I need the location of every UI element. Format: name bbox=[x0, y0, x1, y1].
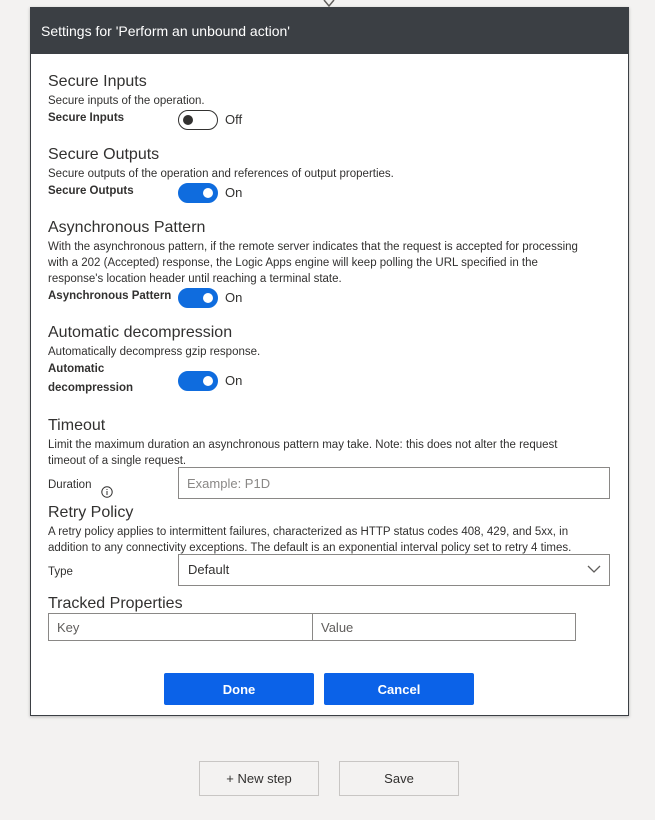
auto-decompression-title: Automatic decompression bbox=[48, 324, 233, 341]
tracked-key-input[interactable] bbox=[48, 613, 313, 641]
auto-decompression-label: Automatic decompression bbox=[48, 363, 133, 394]
info-icon[interactable] bbox=[101, 486, 113, 498]
auto-decompression-state: On bbox=[225, 373, 243, 388]
retry-policy-title: Retry Policy bbox=[48, 504, 134, 521]
toggle-knob bbox=[183, 115, 193, 125]
toggle-knob bbox=[203, 188, 213, 198]
panel-header: Settings for 'Perform an unbound action' bbox=[31, 8, 628, 54]
async-pattern-state: On bbox=[225, 290, 243, 305]
secure-outputs-toggle[interactable] bbox=[178, 183, 218, 203]
secure-inputs-toggle[interactable] bbox=[178, 110, 218, 130]
tracked-properties-title: Tracked Properties bbox=[48, 595, 183, 612]
secure-inputs-label: Secure Inputs bbox=[48, 112, 125, 124]
retry-type-label: Type bbox=[48, 566, 73, 578]
async-pattern-description: With the asynchronous pattern, if the remote server indicates that the request is accepted for processing with a 202 (Accepted) response, the Logic Apps engine will keep polling the URL specified in the response's location header until reaching a terminal state. bbox=[48, 241, 578, 285]
tracked-value-input[interactable] bbox=[312, 613, 576, 641]
retry-type-select[interactable] bbox=[178, 554, 610, 586]
toggle-knob bbox=[203, 376, 213, 386]
save-button[interactable]: Save bbox=[339, 761, 459, 796]
secure-outputs-state: On bbox=[225, 185, 243, 200]
cancel-button[interactable]: Cancel bbox=[324, 673, 474, 705]
duration-input[interactable] bbox=[178, 467, 610, 499]
secure-inputs-title: Secure Inputs bbox=[48, 73, 147, 90]
timeout-description: Limit the maximum duration an asynchronous pattern may take. Note: this does not alter the request timeout of a single request. bbox=[48, 439, 558, 467]
done-button[interactable]: Done bbox=[164, 673, 314, 705]
async-pattern-label: Asynchronous Pattern bbox=[48, 290, 172, 302]
async-pattern-title: Asynchronous Pattern bbox=[48, 219, 206, 236]
secure-outputs-title: Secure Outputs bbox=[48, 146, 160, 163]
duration-label: Duration bbox=[48, 479, 92, 491]
secure-inputs-state: Off bbox=[225, 112, 243, 127]
secure-inputs-description: Secure inputs of the operation. bbox=[48, 95, 205, 107]
timeout-title: Timeout bbox=[48, 417, 106, 434]
secure-outputs-label: Secure Outputs bbox=[48, 185, 134, 197]
auto-decompression-toggle[interactable] bbox=[178, 371, 218, 391]
toggle-knob bbox=[203, 293, 213, 303]
auto-decompression-description: Automatically decompress gzip response. bbox=[48, 346, 261, 358]
retry-type-selected: Default bbox=[188, 562, 230, 577]
async-pattern-toggle[interactable] bbox=[178, 288, 218, 308]
new-step-button[interactable]: + New step bbox=[199, 761, 319, 796]
chevron-down-icon bbox=[587, 564, 601, 574]
secure-outputs-description: Secure outputs of the operation and references of output properties. bbox=[48, 168, 394, 180]
settings-panel bbox=[30, 7, 629, 716]
retry-policy-description: A retry policy applies to intermittent failures, characterized as HTTP status codes 408, 429, and 5xx, in addition to any connectivity exceptions. The default is an exponential interval policy set to retry 4 times. bbox=[48, 526, 572, 554]
